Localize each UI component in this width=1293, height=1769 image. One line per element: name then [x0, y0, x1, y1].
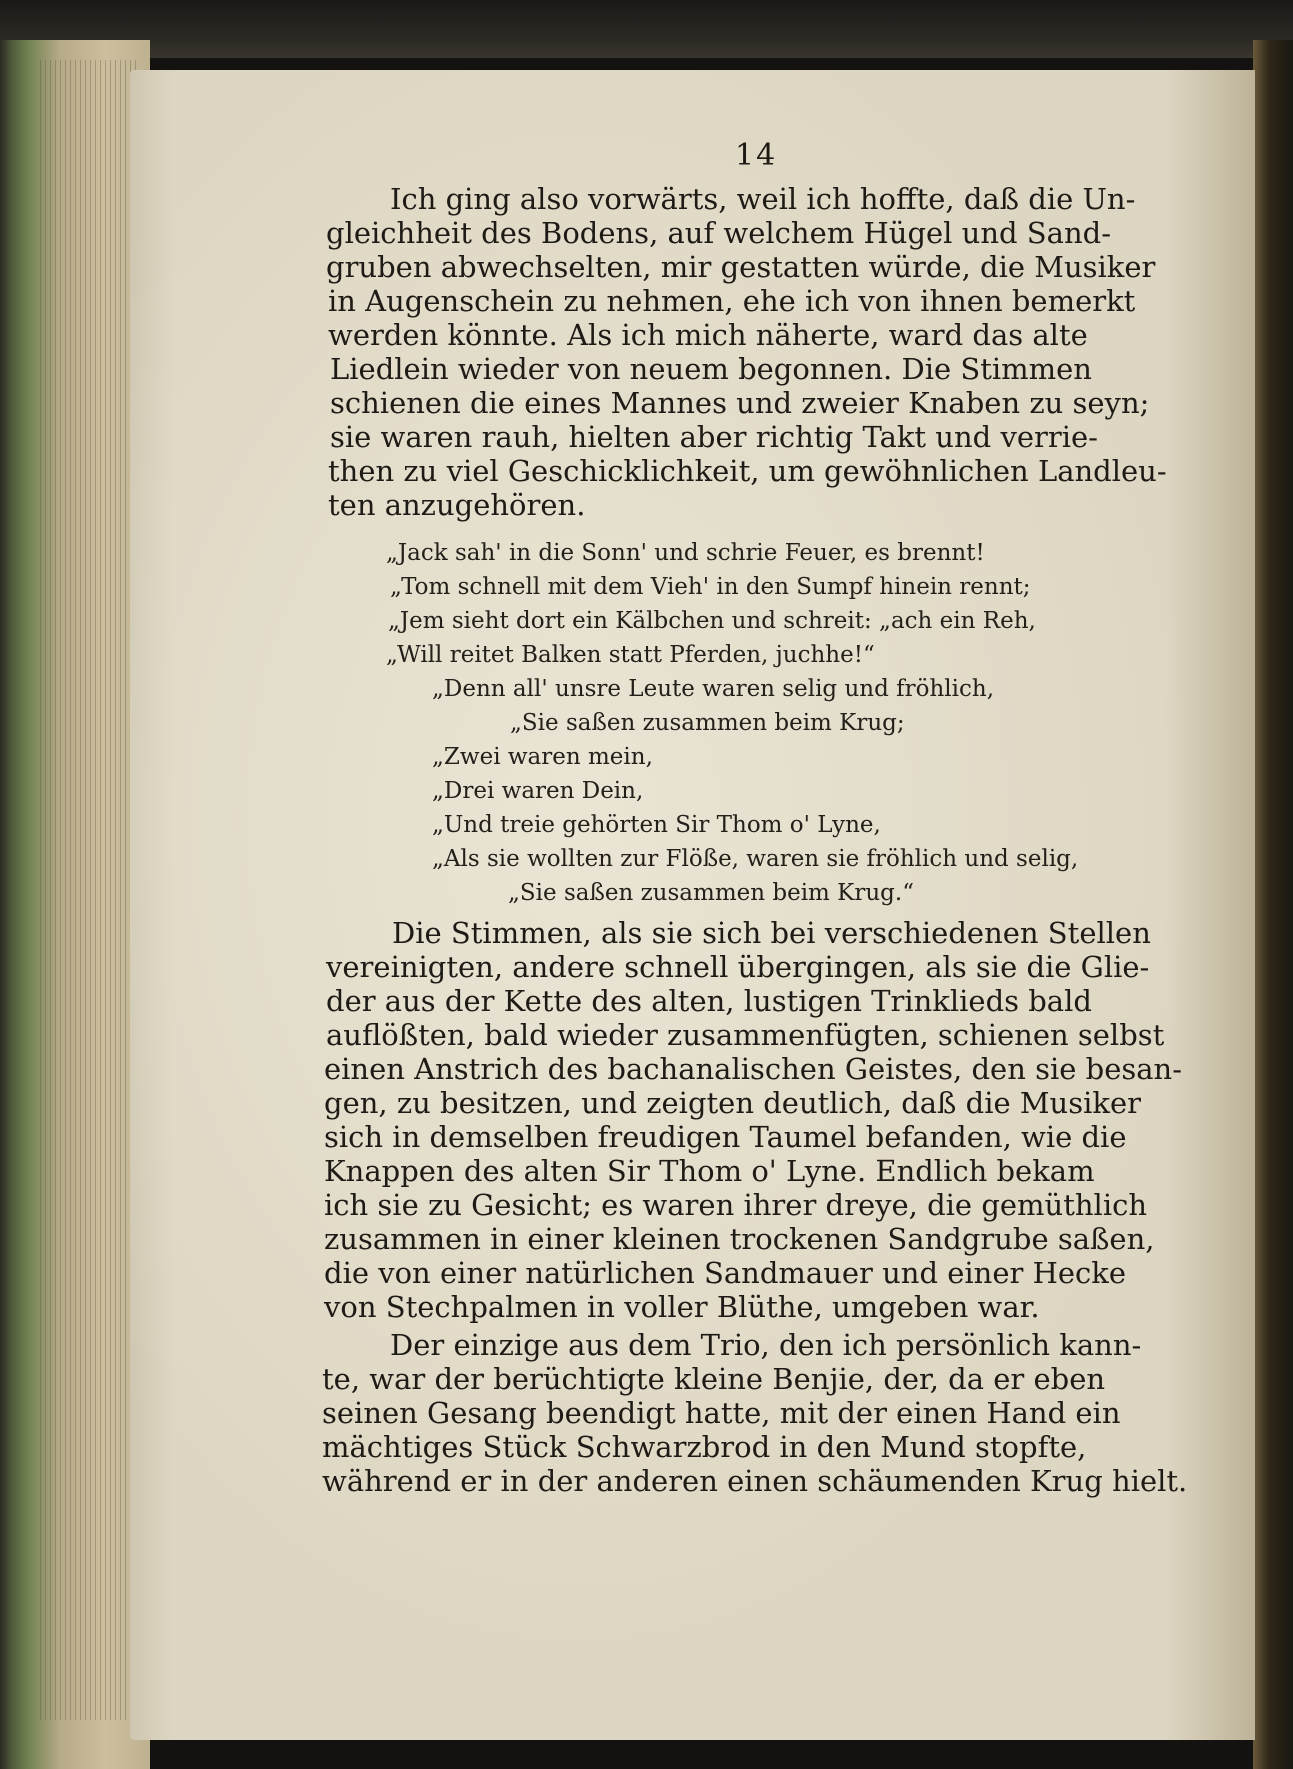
verse-line: „Tom schnell mit dem Vieh' in den Sumpf hinein rennt; [390, 574, 1031, 600]
text-line: Die Stimmen, als sie sich bei verschiedenen Stellen [392, 916, 1151, 950]
text-line: gen, zu besitzen, und zeigten deutlich, daß die Musiker [324, 1086, 1141, 1120]
book-gutter [1253, 40, 1293, 1769]
text-line: einen Anstrich des bachanalischen Geistes, den sie besan- [324, 1052, 1183, 1086]
text-line: von Stechpalmen in voller Blüthe, umgeben war. [324, 1290, 1040, 1324]
text-line: werden könnte. Als ich mich näherte, ward das alte [328, 318, 1088, 352]
verse-line: „Will reitet Balken statt Pferden, juchhe!“ [386, 642, 875, 668]
text-line: ich sie zu Gesicht; es waren ihrer dreye, die gemüthlich [324, 1188, 1148, 1222]
verse-line: „Und treie gehörten Sir Thom o' Lyne, [432, 812, 881, 838]
verse-line: „Denn all' unsre Leute waren selig und fröhlich, [432, 676, 995, 702]
page-number: 14 [735, 138, 778, 173]
text-line: Ich ging also vorwärts, weil ich hoffte, daß die Un- [390, 182, 1136, 216]
verse-line: „Zwei waren mein, [432, 744, 653, 770]
text-line: zusammen in einer kleinen trockenen Sandgrube saßen, [324, 1222, 1155, 1256]
verse-line: „Als sie wollten zur Flöße, waren sie fröhlich und selig, [432, 846, 1079, 872]
text-line: der aus der Kette des alten, lustigen Trinklieds bald [326, 984, 1092, 1018]
text-line: auflößten, bald wieder zusammenfügten, schienen selbst [326, 1018, 1165, 1052]
text-line: gruben abwechselten, mir gestatten würde, die Musiker [326, 250, 1156, 284]
text-line: in Augenschein zu nehmen, ehe ich von ihnen bemerkt [328, 284, 1136, 318]
text-line: sich in demselben freudigen Taumel befanden, wie die [324, 1120, 1127, 1154]
text-line: schienen die eines Mannes und zweier Knaben zu seyn; [330, 386, 1150, 420]
verse-line: „Sie saßen zusammen beim Krug.“ [508, 880, 914, 906]
text-line: Liedlein wieder von neuem begonnen. Die Stimmen [330, 352, 1092, 386]
text-line: then zu viel Geschicklichkeit, um gewöhnlichen Landleu- [328, 454, 1167, 488]
text-line: während er in der anderen einen schäumenden Krug hielt. [322, 1464, 1188, 1498]
text-line: Knappen des alten Sir Thom o' Lyne. Endlich bekam [324, 1154, 1095, 1188]
verse-line: „Jack sah' in die Sonn' und schrie Feuer, es brennt! [386, 540, 985, 566]
text-line: te, war der berüchtigte kleine Benjie, der, da er eben [322, 1362, 1106, 1396]
verse-line: „Jem sieht dort ein Kälbchen und schreit: „ach ein Reh, [388, 608, 1036, 634]
page-edge-lines [40, 60, 140, 1720]
text-line: seinen Gesang beendigt hatte, mit der einen Hand ein [322, 1396, 1121, 1430]
text-line: vereinigten, andere schnell übergingen, als sie die Glie- [326, 950, 1150, 984]
text-line: mächtiges Stück Schwarzbrod in den Mund stopfte, [322, 1430, 1087, 1464]
book-cover-top [0, 0, 1293, 58]
verse-line: „Sie saßen zusammen beim Krug; [510, 710, 905, 736]
text-line: gleichheit des Bodens, auf welchem Hügel und Sand- [326, 216, 1111, 250]
text-line: die von einer natürlichen Sandmauer und einer Hecke [324, 1256, 1127, 1290]
verse-line: „Drei waren Dein, [432, 778, 644, 804]
text-line: Der einzige aus dem Trio, den ich persönlich kann- [390, 1328, 1142, 1362]
text-line: ten anzugehören. [328, 488, 586, 522]
text-line: sie waren rauh, hielten aber richtig Takt und verrie- [330, 420, 1098, 454]
